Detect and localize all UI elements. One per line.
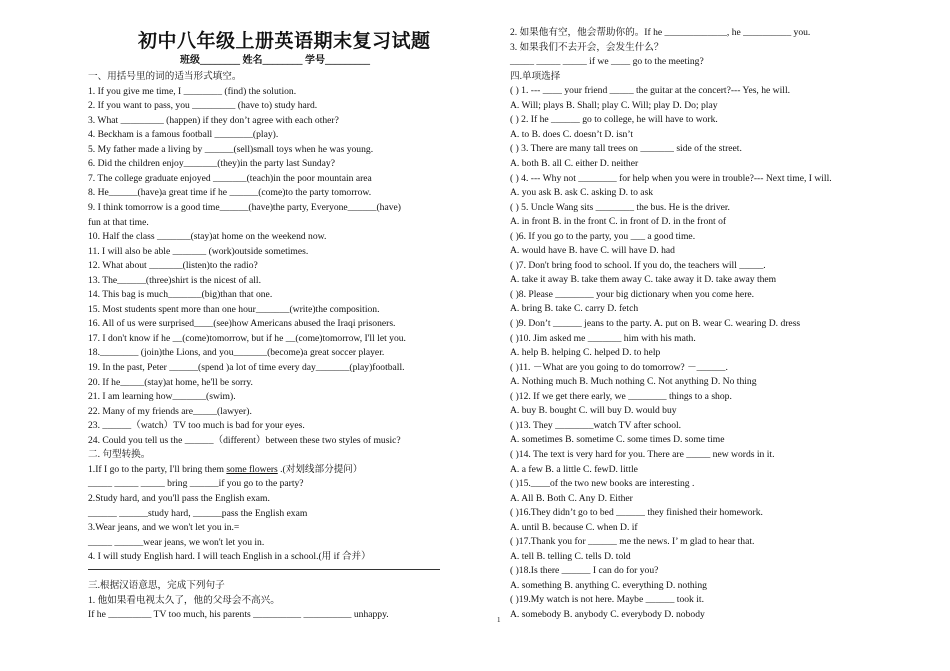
left-line-0: 一、用括号里的词的适当形式填空。 bbox=[88, 71, 242, 82]
right-line-24: A. Nothing much B. Much nothing C. Not anything D. No thing bbox=[510, 376, 757, 388]
right-line-22: A. help B. helping C. helped D. to help bbox=[510, 347, 661, 359]
left-line-5: 5. My father made a living by ______(sell)small toys when he was young. bbox=[88, 143, 374, 155]
left-line-18: 17. I don't know if he __(come)tomorrow, but if he __(come)tomorrow, I'll let you. bbox=[88, 332, 406, 344]
left-line-29: 2.Study hard, and you'll pass the English exam. bbox=[88, 492, 270, 504]
left-line-27: 1.If I go to the party, I'll bring them some flowers .(对划线部分提问） bbox=[88, 463, 363, 475]
left-line-3: 3. What _________ (happen) if they don’t agree with each other? bbox=[88, 114, 339, 126]
right-line-35: ( )17.Thank you for ______ me the news. I’ m glad to hear that. bbox=[510, 536, 755, 548]
left-line-6: 6. Did the children enjoy_______(they)in the party last Sunday? bbox=[88, 158, 335, 170]
right-line-23: ( )11. －What are you going to do tomorrow? －______. bbox=[510, 361, 728, 373]
right-line-39: ( )19.My watch is not here. Maybe ______ took it. bbox=[510, 594, 704, 606]
right-line-12: ( ) 5. Uncle Wang sits ________ the bus. He is the driver. bbox=[510, 201, 730, 213]
right-line-8: ( ) 3. There are many tall trees on _______ side of the street. bbox=[510, 143, 742, 155]
left-line-36: 1. 他如果看电视太久了，他的父母会不高兴。 bbox=[88, 594, 280, 606]
left-line-25: 24. Could you tell us the ______（different）between these two styles of music? bbox=[88, 434, 401, 446]
right-line-0: 2. 如果他有空，他会帮助你的。If he _____________, he __________ you. bbox=[510, 27, 811, 38]
right-line-10: ( ) 4. --- Why not ________ for help when you were in trouble?--- Next time, I will. bbox=[510, 172, 832, 184]
left-line-4: 4. Beckham is a famous football ________(play). bbox=[88, 129, 279, 141]
left-line-31: 3.Wear jeans, and we won't let you in.= bbox=[88, 522, 240, 534]
right-line-18: ( )8. Please ________ your big dictionary when you come here. bbox=[510, 288, 755, 300]
right-line-11: A. you ask B. ask C. asking D. to ask bbox=[510, 187, 654, 199]
left-line-30: ______ ______study hard, ______pass the English exam bbox=[88, 507, 308, 519]
left-line-23: 22. Many of my friends are_____(lawyer). bbox=[88, 405, 252, 417]
right-line-31: ( )15.____of the two new books are interesting . bbox=[510, 478, 695, 490]
right-line-2: _____ _____ _____ if we ____ go to the meeting? bbox=[510, 56, 704, 68]
right-line-25: ( )12. If we get there early, we ________ things to a shop. bbox=[510, 390, 732, 402]
left-line-28: _____ _____ _____ bring ______if you go to the party? bbox=[88, 478, 304, 490]
right-line-34: A. until B. because C. when D. if bbox=[510, 521, 638, 533]
left-line-16: 15. Most students spent more than one hour_______(write)the composition. bbox=[88, 303, 380, 315]
page-number: 1 bbox=[497, 616, 501, 624]
left-line-32: _____ ______wear jeans, we won't let you in. bbox=[88, 536, 265, 548]
right-line-1: 3. 如果我们不去开会，会发生什么？ bbox=[510, 41, 664, 53]
student-info-line: 班级________ 姓名________ 学号_________ bbox=[180, 55, 370, 66]
right-line-28: A. sometimes B. sometime C. some times D. some time bbox=[510, 434, 725, 446]
right-line-33: ( )16.They didn’t go to bed ______ they finished their homework. bbox=[510, 507, 763, 519]
left-line-10: fun at that time. bbox=[88, 216, 149, 228]
left-line-2: 2. If you want to pass, you _________ (have to) study hard. bbox=[88, 100, 318, 112]
right-line-20: ( )9. Don’t ______ jeans to the party. A. put on B. wear C. wearing D. dress bbox=[510, 318, 801, 329]
left-line-11: 10. Half the class _______(stay)at home on the weekend now. bbox=[88, 231, 327, 243]
right-line-30: A. a few B. a little C. fewD. little bbox=[510, 463, 638, 475]
right-line-13: A. in front B. in the front C. in front of D. in the front of bbox=[510, 216, 727, 228]
left-line-22: 21. I am learning how_______(swim). bbox=[88, 391, 236, 403]
left-line-35: 三.根据汉语意思，完成下列句子 bbox=[88, 580, 225, 592]
left-line-37: If he _________ TV too much, his parents __________ __________ unhappy. bbox=[88, 609, 389, 621]
left-line-8: 8. He______(have)a great time if he ______(come)to the party tomorrow. bbox=[88, 187, 372, 199]
left-line-17: 16. All of us were surprised____(see)how Americans abused the Iraqi prisoners. bbox=[88, 318, 396, 330]
left-line-26: 二. 句型转换。 bbox=[88, 449, 151, 461]
left-line-14: 13. The______(three)shirt is the nicest of all. bbox=[88, 274, 262, 286]
left-line-24: 23. ______（watch）TV too much is bad for your eyes. bbox=[88, 420, 305, 432]
right-line-36: A. tell B. telling C. tells D. told bbox=[510, 550, 631, 562]
left-line-33: 4. I will study English hard. I will teach English in a school.(用 if 合并） bbox=[88, 551, 371, 563]
right-line-14: ( )6. If you go to the party, you ___ a good time. bbox=[510, 230, 696, 242]
right-line-17: A. take it away B. take them away C. take away it D. take away them bbox=[510, 274, 777, 286]
right-line-7: A. to B. does C. doesn’t D. isn’t bbox=[510, 128, 634, 140]
right-line-15: A. would have B. have C. will have D. had bbox=[510, 245, 675, 257]
right-line-5: A. Will; plays B. Shall; play C. Will; play D. Do; play bbox=[510, 99, 718, 111]
left-line-1: 1. If you give me time, I ________ (find) the solution. bbox=[88, 85, 297, 97]
left-line-19: 18.________ (join)the Lions, and you_______(become)a great soccer player. bbox=[88, 347, 385, 359]
left-line-20: 19. In the past, Peter ______(spend )a lot of time every day_______(play)football. bbox=[88, 362, 405, 373]
right-line-6: ( ) 2. If he ______ go to college, he will have to work. bbox=[510, 114, 718, 126]
left-line-15: 14. This bag is much_______(big)than that one. bbox=[88, 289, 273, 301]
right-line-32: A. All B. Both C. Any D. Either bbox=[510, 492, 633, 504]
right-line-40: A. somebody B. anybody C. everybody D. nobody bbox=[510, 609, 705, 620]
right-line-26: A. buy B. bought C. will buy D. would buy bbox=[510, 405, 677, 417]
right-line-16: ( )7. Don't bring food to school. If you do, the teachers will _____. bbox=[510, 259, 766, 271]
answer-rule bbox=[88, 569, 440, 570]
right-line-38: A. something B. anything C. everything D. nothing bbox=[510, 579, 707, 591]
right-line-19: A. bring B. take C. carry D. fetch bbox=[510, 303, 639, 315]
right-line-9: A. both B. all C. either D. neither bbox=[510, 157, 639, 169]
page-title: 初中八年级上册英语期末复习试题 bbox=[138, 30, 431, 52]
right-line-37: ( )18.Is there ______ I can do for you? bbox=[510, 565, 659, 577]
left-line-13: 12. What about _______(listen)to the radio? bbox=[88, 260, 258, 272]
right-line-3: 四.单项选择 bbox=[510, 70, 561, 82]
left-line-12: 11. I will also be able _______ (work)outside sometimes. bbox=[88, 245, 309, 257]
right-line-21: ( )10. Jim asked me _______ him with his math. bbox=[510, 332, 696, 344]
left-line-21: 20. If he_____(stay)at home, he'll be sorry. bbox=[88, 376, 253, 388]
left-line-7: 7. The college graduate enjoyed _______(teach)in the poor mountain area bbox=[88, 172, 372, 184]
right-line-29: ( )14. The text is very hard for you. There are _____ new words in it. bbox=[510, 448, 775, 460]
right-line-27: ( )13. They ________watch TV after school. bbox=[510, 419, 682, 431]
left-line-9: 9. I think tomorrow is a good time______(have)the party, Everyone______(have) bbox=[88, 201, 401, 213]
right-line-4: ( ) 1. --- ____ your friend _____ the guitar at the concert?--- Yes, he will. bbox=[510, 85, 791, 97]
